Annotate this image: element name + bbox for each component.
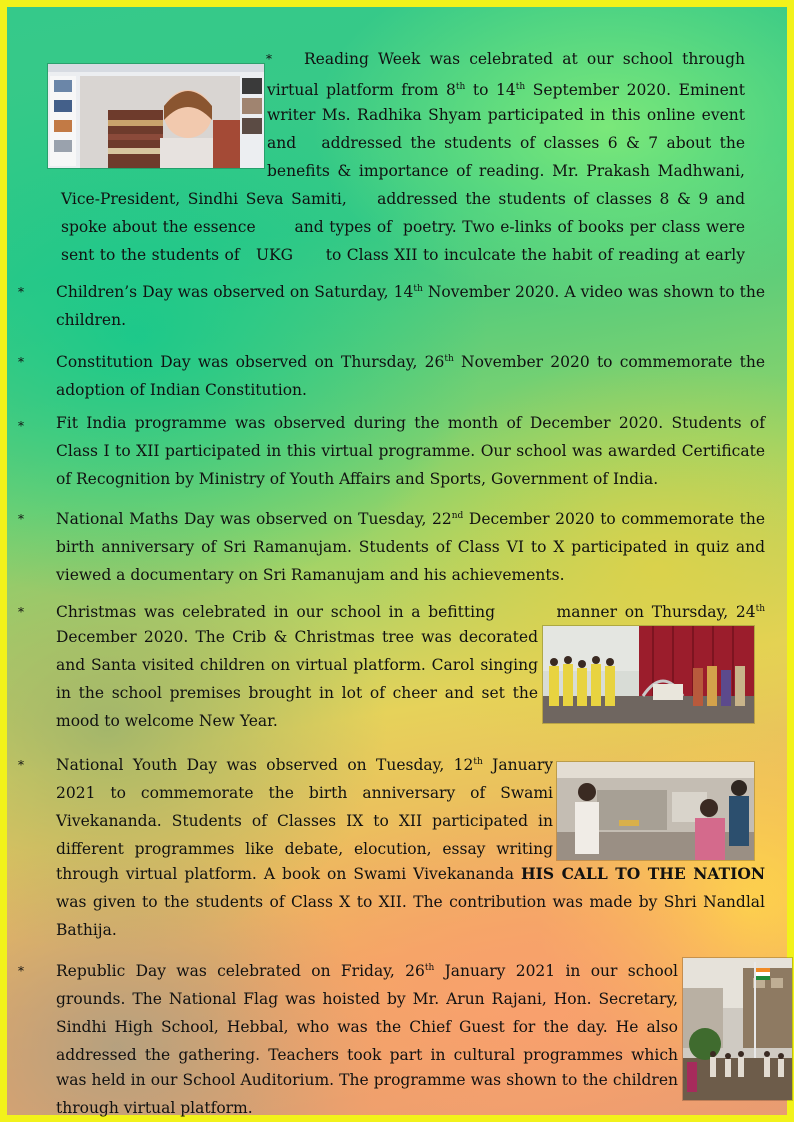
youth-day-text: National Youth Day was observed on Tuesday, 12th January 2021 to commemorate the birth anniversary of Swami Vivekananda. Students of Classes IX to XII participated in different programmes like debate, elocution, essay writing	[56, 756, 553, 859]
christmas-bullet: *	[18, 605, 24, 619]
republic-day-text-cont: was held in our School Auditorium. The programme was shown to the children through virtual platform.	[56, 1071, 678, 1117]
republic-day-photo	[682, 957, 793, 1101]
reading-week-line-1: Reading Week was celebrated at our school through	[304, 50, 745, 68]
reading-week-line-8: sent to the students of UKG to Class XII to inculcate the habit of reading at early	[61, 246, 745, 264]
childrens-day-bullet: *	[18, 285, 24, 299]
reading-week-line-3: writer Ms. Radhika Shyam participated in this online event	[267, 106, 745, 124]
fit-india-bullet: *	[18, 419, 24, 433]
reading-week-bullet: *	[266, 52, 272, 66]
maths-day-text: National Maths Day was observed on Tuesday, 22nd December 2020 to commemorate the birth anniversary of Sri Ramanujam. Students of Class VI to X participated in quiz and viewed a documentary on Sri Ramanujam and his achievements.	[56, 510, 765, 585]
christmas-line-1: Christmas was celebrated in our school in a befitting manner on Thursday, 24th	[56, 603, 765, 622]
youth-day-text-cont: through virtual platform. A book on Swami Vivekananda HIS CALL TO THE NATION was given to the students of Class X to XII. The contribution was made by Shri Nandlal Bathija.	[56, 864, 765, 939]
christmas-photo	[542, 625, 755, 724]
constitution-day-text: Constitution Day was observed on Thursday, 26th November 2020 to commemorate the adoption of Indian Constitution.	[56, 353, 765, 400]
childrens-day-text: Children’s Day was observed on Saturday, 14th November 2020. A video was shown to the children.	[56, 283, 765, 330]
fit-india-text: Fit India programme was observed during the month of December 2020. Students of Class I to XII participated in this virtual programme. Our school was awarded Certificate of Recognition by Ministry of Youth Affairs and Sports, Government of India.	[56, 414, 765, 488]
reading-week-line-2: virtual platform from 8th to 14th September 2020. Eminent	[267, 81, 745, 100]
republic-day-bullet: *	[18, 964, 24, 978]
reading-week-line-6: Vice-President, Sindhi Seva Samiti, addressed the students of classes 8 & 9 and	[61, 190, 745, 208]
reading-week-line-4: and addressed the students of classes 6 & 7 about the	[267, 134, 745, 152]
christmas-text: December 2020. The Crib & Christmas tree was decorated and Santa visited children on virtual platform. Carol singing in the school premises brought in lot of cheer and set the mood to welcome New Year.	[56, 628, 538, 730]
reading-week-line-7: spoke about the essence and types of poetry. Two e-links of books per class were	[61, 218, 745, 236]
youth-day-bullet: *	[18, 758, 24, 772]
reading-week-line-5: benefits & importance of reading. Mr. Prakash Madhwani,	[267, 162, 745, 180]
constitution-day-bullet: *	[18, 355, 24, 369]
republic-day-text: Republic Day was celebrated on Friday, 26th January 2021 in our school grounds. The National Flag was hoisted by Mr. Arun Rajani, Hon. Secretary, Sindhi High School, Hebbal, who was the Chief Guest for the day. He also addressed the gathering. Teachers took part in cultural programmes which	[56, 962, 678, 1065]
youth-day-photo	[556, 761, 755, 861]
maths-day-bullet: *	[18, 512, 24, 526]
reading-week-photo	[47, 63, 265, 169]
